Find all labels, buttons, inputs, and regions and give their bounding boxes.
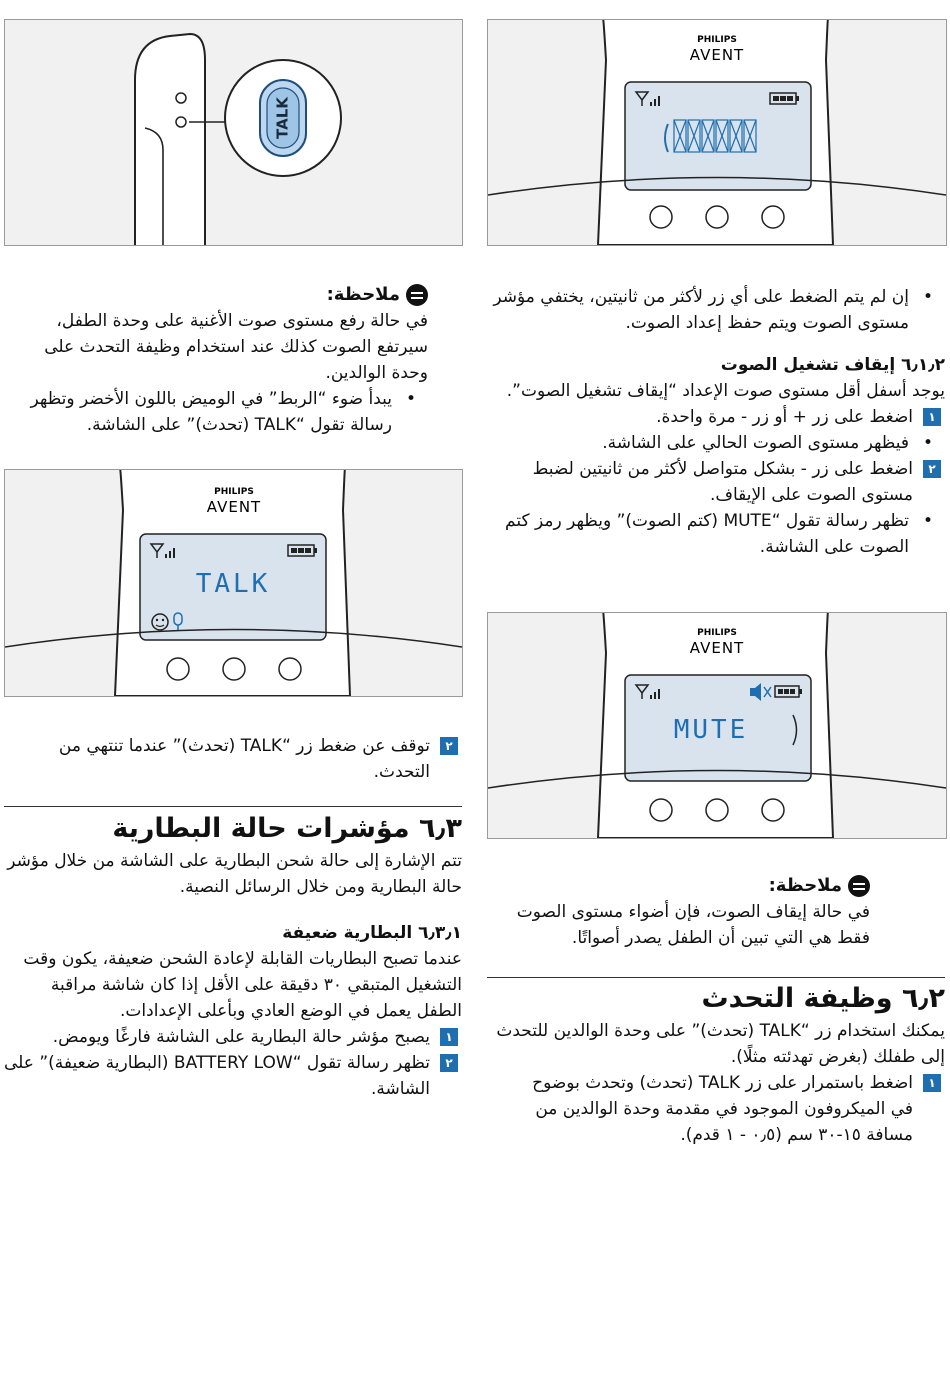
battery-low-title: ٦٫٣٫١ البطارية ضعيفة [282, 923, 462, 943]
brand-philips: PHILIPS [214, 487, 254, 497]
battery-step2 [4, 1050, 462, 1102]
device-button-middle [706, 206, 728, 228]
mute-step2 [490, 456, 945, 508]
talk-section-intro: يمكنك استخدام زر “TALK (تحدث)” على وحدة الوالدين للتحدث إلى طفلك (بغرض تهدئته مثلًا). [496, 1021, 945, 1067]
battery-low-text: عندما تصبح البطاريات القابلة لإعادة الشحن ضعيفة، يكون وقت التشغيل المتبقي ٣٠ دقيقة على الأقل إذا كان شاشة مراقبة الطفل يعمل في الوضع العادي وبأعلى الإعدادات. [23, 949, 462, 1021]
step-number: ٢ [440, 737, 458, 755]
device-button-left [650, 799, 672, 821]
volume-display-drawing [488, 20, 946, 245]
mute-step2-bullet: • تظهر رسالة تقول “MUTE (كتم الصوت)” ويظهر رمز كتم الصوت على الشاشة. [490, 508, 945, 560]
left-step2-text: توقف عن ضغط زر “TALK (تحدث)” عندما تنتهي من التحدث. [58, 736, 430, 782]
device-button-left [167, 658, 189, 680]
device-button-left [650, 206, 672, 228]
left-step2-block [30, 733, 462, 785]
battery-section-intro: تتم الإشارة إلى حالة شحن البطارية على الشاشة من خلال مؤشر حالة البطارية ومن خلال الرسائل النصية. [7, 851, 462, 897]
lcd-mute-text: MUTE [673, 715, 749, 745]
step-number: ١ [923, 1074, 941, 1092]
device-button-right [762, 799, 784, 821]
left-step2 [30, 733, 462, 785]
volume-display-illustration [487, 19, 947, 246]
battery-section-title: ٦٫٣ مؤشرات حالة البطارية [112, 813, 462, 844]
note-icon [406, 284, 428, 306]
talk-screen-drawing [5, 470, 462, 696]
battery-step1-text: يصبح مؤشر حالة البطارية على الشاشة فارغًا ويومض. [52, 1027, 430, 1047]
right-top-block [490, 284, 945, 560]
talk-section-title: ٦٫٢ وظيفة التحدث [701, 983, 945, 1014]
step-number: ٢ [923, 460, 941, 478]
talk-button-label: TALK [273, 97, 292, 139]
talk-button-drawing [5, 20, 462, 245]
talk-screen-illustration [4, 469, 463, 697]
device-button-middle [706, 799, 728, 821]
mute-step1-bullet: • فيظهر مستوى الصوت الحالي على الشاشة. [490, 430, 945, 456]
device-button-right [762, 206, 784, 228]
talk-step1-text: اضغط باستمرار على زر TALK (تحدث) وتحدث بوضوح في الميكروفون الموجود في مقدمة وحدة الوالدين من مسافة ١٥-٣٠ سم (٠٫٥ - ١ قدم). [532, 1073, 913, 1145]
left-note-bullet: • يبدأ ضوء “الربط” في الوميض باللون الأخضر وتظهر رسالة تقول “TALK (تحدث)” على الشاشة. [8, 386, 428, 438]
right-note-text: في حالة إيقاف الصوت، فإن أضواء مستوى الصوت فقط هي التي تبين أن الطفل يصدر أصواتًا. [516, 902, 870, 948]
talk-step1 [490, 1070, 945, 1148]
left-note-heading [8, 282, 428, 308]
brand-philips: PHILIPS [697, 35, 737, 45]
volume-hide-bullet: • إن لم يتم الضغط على أي زر لأكثر من ثانيتين، يختفي مؤشر مستوى الصوت ويتم حفظ إعداد الصوت. [490, 284, 945, 336]
device-button-middle [223, 658, 245, 680]
left-note-block [8, 282, 428, 438]
mute-screen-drawing [488, 613, 946, 838]
left-note-text: في حالة رفع مستوى صوت الأغنية على وحدة الطفل، سيرتفع الصوت كذلك عند استخدام وظيفة التحدث على وحدة الوالدين. [44, 311, 428, 383]
mute-section-intro: يوجد أسفل أقل مستوى صوت الإعداد “إيقاف تشغيل الصوت”. [506, 381, 945, 401]
mute-step1 [490, 404, 945, 430]
right-note-heading [490, 873, 870, 899]
step-number: ١ [440, 1028, 458, 1046]
lcd-talk-text: TALK [195, 569, 271, 599]
mute-section-title: ٦٫١٫٢ إيقاف تشغيل الصوت [720, 355, 945, 375]
mute-step1-text: اضغط على زر + أو زر - مرة واحدة. [656, 407, 913, 427]
talk-section [490, 980, 945, 1148]
brand-philips: PHILIPS [697, 628, 737, 638]
section-divider-left [4, 806, 462, 807]
mute-step2-text: اضغط على زر - بشكل متواصل لأكثر من ثانيتين لضبط مستوى الصوت على الإيقاف. [532, 459, 913, 505]
battery-section [4, 810, 462, 1102]
brand-avent: AVENT [689, 639, 745, 657]
mute-screen-illustration [487, 612, 947, 839]
step-number: ٢ [440, 1054, 458, 1072]
battery-step1 [4, 1024, 462, 1050]
section-divider-right [487, 977, 945, 978]
brand-avent: AVENT [689, 46, 745, 64]
right-note-title: ملاحظة: [768, 875, 842, 896]
right-note-block [490, 873, 870, 951]
brand-avent: AVENT [206, 498, 262, 516]
note-icon [848, 875, 870, 897]
talk-button-illustration [4, 19, 463, 246]
battery-step2-text: تظهر رسالة تقول “BATTERY LOW (البطارية ضعيفة)” على الشاشة. [4, 1053, 430, 1099]
left-note-title: ملاحظة: [326, 284, 400, 305]
step-number: ١ [923, 408, 941, 426]
device-button-right [279, 658, 301, 680]
